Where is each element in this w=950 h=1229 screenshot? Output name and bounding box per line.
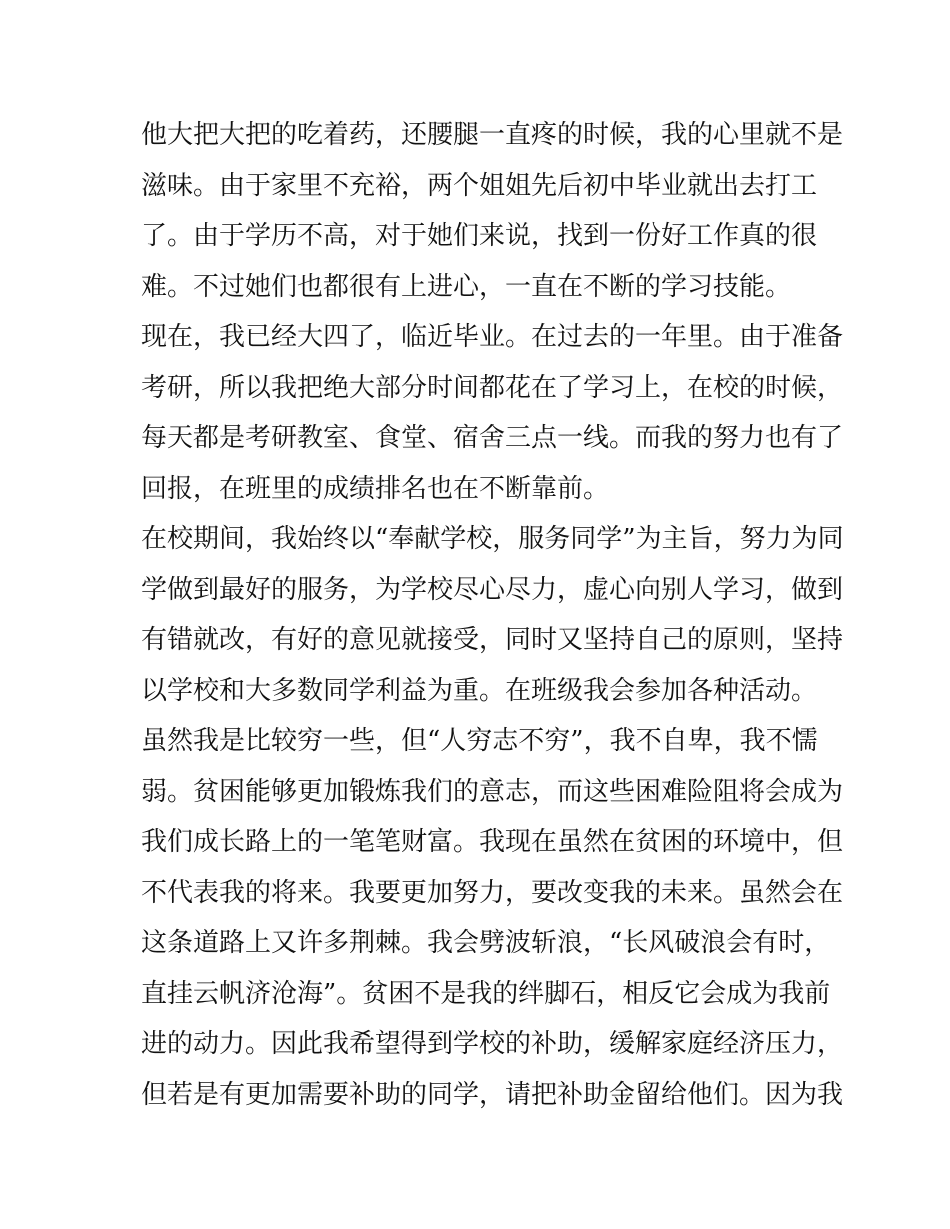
text-line: 弱。贫困能够更加锻炼我们的意志，而这些困难险阻将会成为 [141, 776, 844, 807]
text-line: 这条道路上又许多荆棘。我会劈波斩浪，“长风破浪会有时， [141, 928, 831, 958]
text-line: 难。不过她们也都很有上进心，一直在不断的学习技能。 [141, 271, 792, 302]
text-line: 了。由于学历不高，对于她们来说，找到一份好工作真的很 [141, 221, 818, 251]
text-line: 在校期间，我始终以“奉献学校，服务同学”为主旨，努力为同 [141, 524, 844, 554]
text-line: 直挂云帆济沧海”。贫困不是我的绊脚石，相反它会成为我前 [141, 978, 831, 1009]
text-line: 他大把大把的吃着药，还腰腿一直疼的时候，我的心里就不是 [141, 120, 844, 150]
text-line: 我们成长路上的一笔笔财富。我现在虽然在贫困的环境中，但 [141, 827, 844, 857]
text-line: 滋味。由于家里不充裕，两个姐姐先后初中毕业就出去打工 [141, 170, 818, 201]
text-line: 学做到最好的服务，为学校尽心尽力，虚心向别人学习，做到 [141, 574, 844, 605]
text-line: 以学校和大多数同学利益为重。在班级我会参加各种活动。 [141, 675, 818, 706]
text-line: 考研，所以我把绝大部分时间都花在了学习上，在校的时候， [141, 372, 844, 403]
text-line: 有错就改，有好的意见就接受，同时又坚持自己的原则，坚持 [141, 625, 844, 655]
text-line: 每天都是考研教室、食堂、宿舍三点一线。而我的努力也有了 [141, 423, 844, 453]
body-text [141, 110, 844, 1120]
text-line: 现在，我已经大四了，临近毕业。在过去的一年里。由于准备 [141, 322, 844, 352]
text-line: 不代表我的将来。我要更加努力，要改变我的未来。虽然会在 [141, 877, 844, 908]
text-line: 进的动力。因此我希望得到学校的补助，缓解家庭经济压力， [141, 1029, 844, 1059]
text-line: 虽然我是比较穷一些，但“人穷志不穷”，我不自卑，我不懦 [141, 726, 818, 756]
text-line: 但若是有更加需要补助的同学，请把补助金留给他们。因为我 [141, 1079, 844, 1110]
text-line: 回报，在班里的成绩排名也在不断靠前。 [141, 473, 610, 504]
